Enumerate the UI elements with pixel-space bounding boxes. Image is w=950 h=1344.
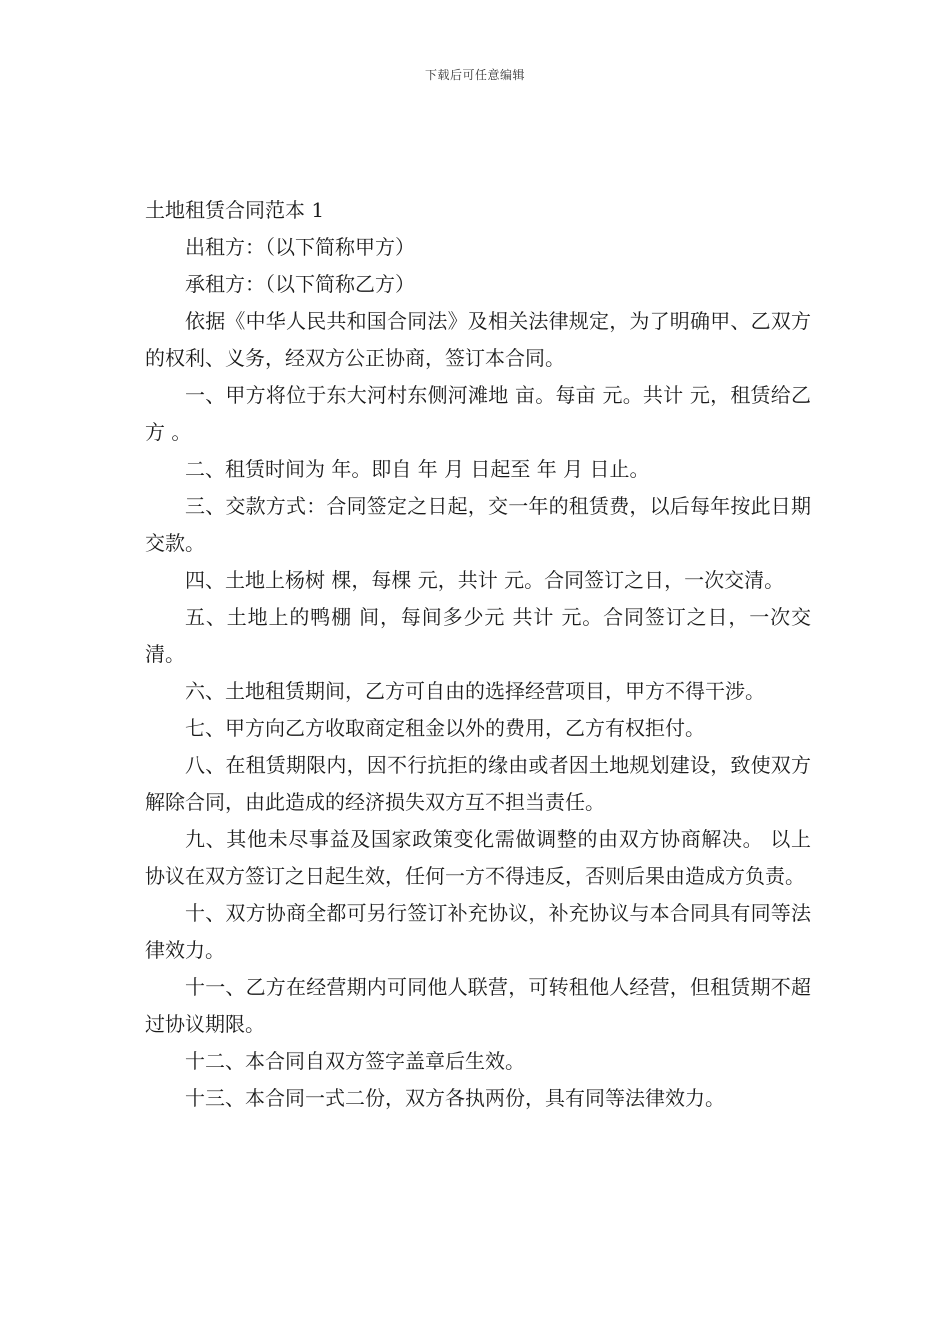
clause-6: 六、土地租赁期间，乙方可自由的选择经营项目，甲方不得干涉。 xyxy=(185,679,765,703)
clause-7: 七、甲方向乙方收取商定租金以外的费用，乙方有权拒付。 xyxy=(185,716,705,740)
clause-5: 五、土地上的鸭棚 间，每间多少元 共计 元。合同签订之日，一次交清。 xyxy=(145,605,811,666)
clause-2: 二、租赁时间为 年。即自 年 月 日起至 年 月 日止。 xyxy=(185,457,650,481)
document-title: 土地租赁合同范本 1 xyxy=(145,198,325,222)
clause-8: 八、在租赁期限内，因不行抗拒的缘由或者因土地规划建设，致使双方解除合同，由此造成的经济损失双方互不担当责任。 xyxy=(145,753,811,814)
contract-document xyxy=(145,192,811,1117)
paragraph-lessor: 出租方：（以下简称甲方） xyxy=(185,235,415,259)
paragraph-lessee: 承租方：（以下简称乙方） xyxy=(185,272,415,296)
page-header-note: 下载后可任意编辑 xyxy=(424,68,525,82)
clause-12: 十二、本合同自双方签字盖章后生效。 xyxy=(185,1049,525,1073)
clause-13: 十三、本合同一式二份，双方各执两份，具有同等法律效力。 xyxy=(185,1086,725,1110)
clause-4: 四、土地上杨树 棵，每棵 元，共计 元。合同签订之日，一次交清。 xyxy=(185,568,785,592)
clause-9: 九、其他未尽事益及国家政策变化需做调整的由双方协商解决。 以上协议在双方签订之日起生效，任何一方不得违反，否则后果由造成方负责。 xyxy=(145,827,811,888)
clause-1: 一、甲方将位于东大河村东侧河滩地 亩。每亩 元。共计 元，租赁给乙方 。 xyxy=(145,383,811,444)
paragraph-preamble: 依据《中华人民共和国合同法》及相关法律规定，为了明确甲、乙双方的权利、义务，经双方公正协商，签订本合同。 xyxy=(145,309,811,370)
clause-10: 十、双方协商全都可另行签订补充协议，补充协议与本合同具有同等法律效力。 xyxy=(145,901,811,962)
clause-11: 十一、乙方在经营期内可同他人联营，可转租他人经营，但租赁期不超过协议期限。 xyxy=(145,975,811,1036)
clause-3: 三、交款方式：合同签定之日起，交一年的租赁费，以后每年按此日期交款。 xyxy=(145,494,811,555)
